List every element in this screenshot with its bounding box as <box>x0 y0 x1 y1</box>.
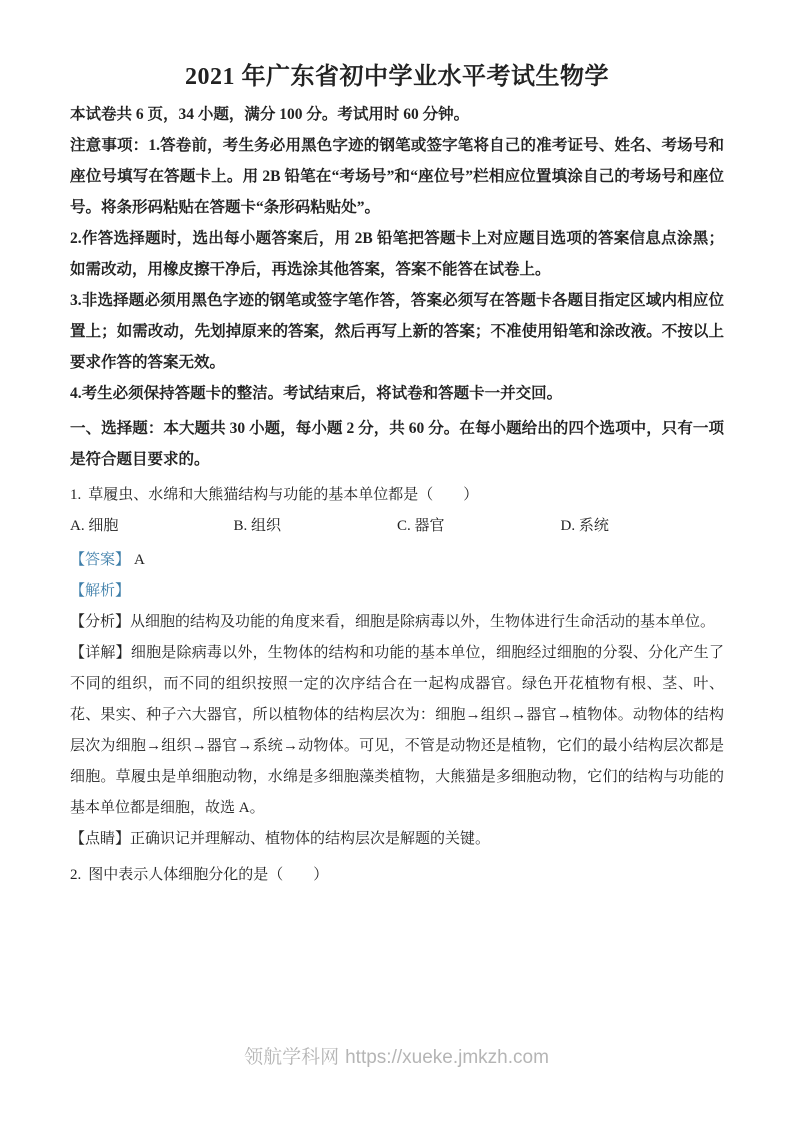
analysis-text: 从细胞的结构及功能的角度来看，细胞是除病毒以外，生物体进行生命活动的基本单位。 <box>130 614 716 630</box>
keypoint-paragraph <box>70 824 724 855</box>
notice-item-3: 3.非选择题必须用黑色字迹的钢笔或签字笔作答，答案必须写在答题卡各题目指定区域内相应位置上；如需改动，先划掉原来的答案，然后再写上新的答案；不准使用铅笔和涂改液。不按以上要求作答的答案无效。 <box>70 292 724 371</box>
detail-tag: 【详解】 <box>70 645 131 661</box>
questions-block <box>70 480 724 891</box>
answer-value: A <box>134 552 145 568</box>
notice-item-1: 注意事项：1.答卷前，考生务必用黑色字迹的钢笔或签字笔将自己的准考证号、姓名、考场号和座位号填写在答题卡上。用 2B 铅笔在“考场号”和“座位号”栏相应位置填涂自己的考场号和座位号。将条形码粘贴在答题卡“条形码粘贴处”。 <box>70 137 724 216</box>
analysis-label: 【解析】 <box>70 583 131 599</box>
question-1-number: 1. <box>70 487 82 503</box>
option-a: A. 细胞 <box>70 518 119 534</box>
question-1-options <box>70 511 724 542</box>
option-c: C. 器官 <box>397 518 445 534</box>
analysis-tag: 【分析】 <box>70 614 131 630</box>
keypoint-tag: 【点睛】 <box>70 831 131 847</box>
analysis-paragraph <box>70 607 724 638</box>
page-title: 2021 年广东省初中学业水平考试生物学 <box>185 64 609 90</box>
exam-notice-block <box>70 99 724 475</box>
exam-info-line: 本试卷共 6 页，34 小题，满分 100 分。考试用时 60 分钟。 <box>70 106 470 123</box>
section-heading: 一、选择题：本大题共 30 小题，每小题 2 分，共 60 分。在每小题给出的四个选项中，只有一项是符合题目要求的。 <box>70 420 724 468</box>
option-d: D. 系统 <box>560 518 609 534</box>
footer-site-name: 领航学科网 <box>244 1047 340 1068</box>
answer-line <box>70 545 724 576</box>
option-b: B. 组织 <box>233 518 282 534</box>
footer-url: https://xueke.jmkzh.com <box>345 1047 549 1068</box>
keypoint-text: 正确识记并理解动、植物体的结构层次是解题的关键。 <box>130 831 491 847</box>
notice-item-2: 2.作答选择题时，选出每小题答案后，用 2B 铅笔把答题卡上对应题目选项的答案信息点涂黑；如需改动，用橡皮擦干净后，再选涂其他答案，答案不能答在试卷上。 <box>70 230 724 278</box>
answer-label: 【答案】 <box>70 552 131 568</box>
question-2-number: 2. <box>70 867 82 883</box>
question-1-stem <box>70 480 724 511</box>
notice-item-4: 4.考生必须保持答题卡的整洁。考试结束后，将试卷和答题卡一并交回。 <box>70 385 563 402</box>
footer-watermark <box>0 1046 793 1070</box>
detail-paragraph <box>70 638 724 824</box>
question-1-text: 草履虫、水绵和大熊猫结构与功能的基本单位都是（ ） <box>88 487 479 503</box>
detail-text: 细胞是除病毒以外，生物体的结构和功能的基本单位，细胞经过细胞的分裂、分化产生了不同的组织，而不同的组织按照一定的次序结合在一起构成器官。绿色开花植物有根、茎、叶、花、果实、种子六大器官，所以植物体的结构层次为：细胞→组织→器官→植物体。动物体的结构层次为细胞→组织→器官→系统→动物体。可见，不管是动物还是植物，它们的最小结构层次都是细胞。草履虫是单细胞动物，水绵是多细胞藻类植物，大熊猫是多细胞动物，它们的结构与功能的基本单位都是细胞，故选 A。 <box>70 645 724 816</box>
question-2-stem <box>70 860 724 891</box>
question-2-text: 图中表示人体细胞分化的是（ ） <box>88 867 329 883</box>
